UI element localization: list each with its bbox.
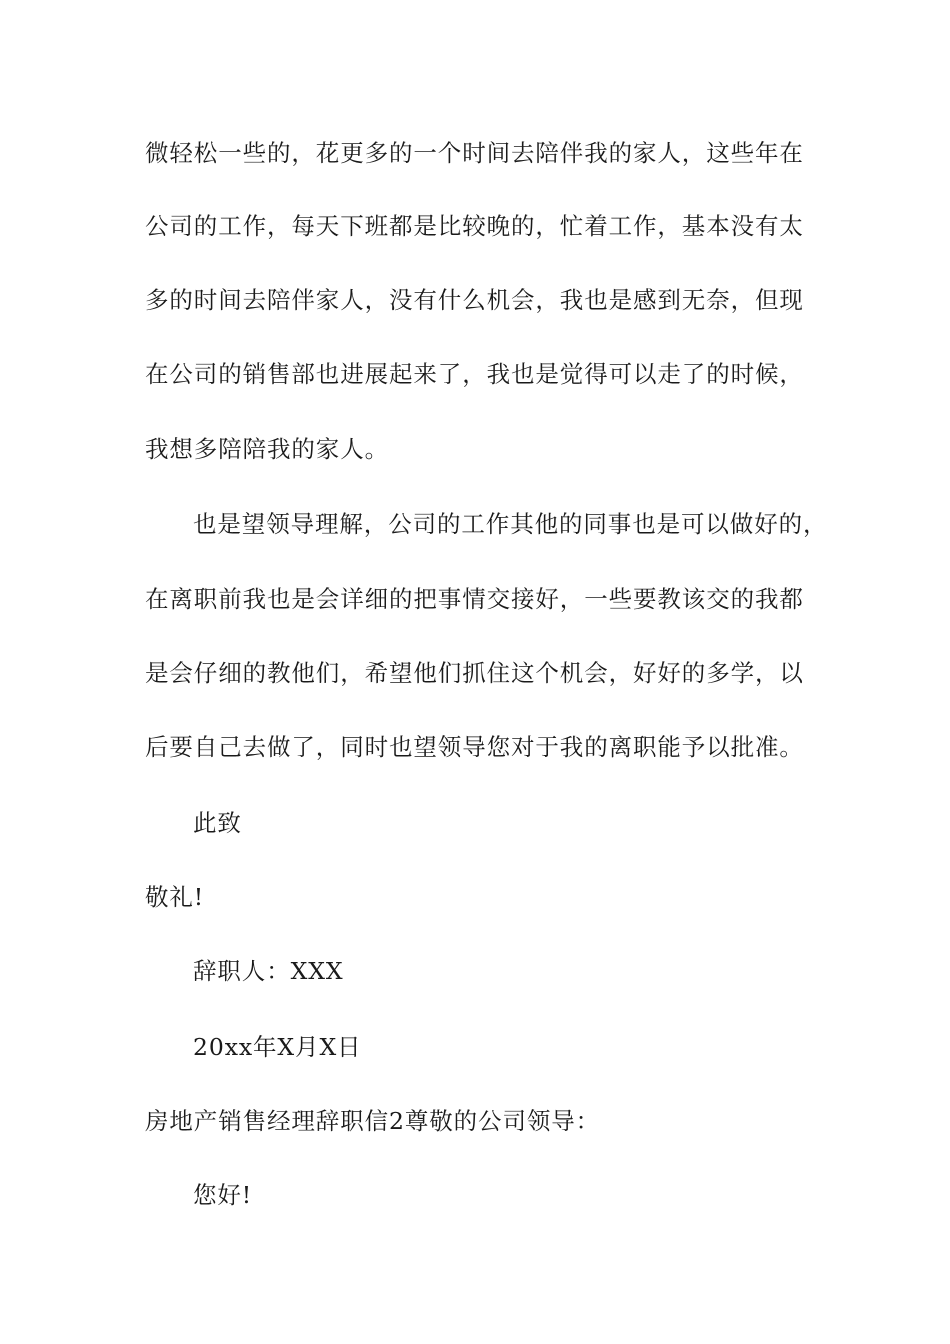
paragraph-line-5: 我想多陪陪我的家人。 <box>145 435 389 463</box>
date-line: 20xx年X月X日 <box>193 1033 362 1061</box>
paragraph-line-2: 公司的工作，每天下班都是比较晚的，忙着工作，基本没有太 <box>145 212 804 240</box>
closing-phrase: 此致 <box>193 809 242 837</box>
paragraph-line-8: 是会仔细的教他们，希望他们抓住这个机会，好好的多学，以 <box>145 659 804 687</box>
paragraph-line-4: 在公司的销售部也进展起来了，我也是觉得可以走了的时候， <box>145 360 804 388</box>
paragraph-line-9: 后要自己去做了，同时也望领导您对于我的离职能予以批准。 <box>145 733 804 761</box>
signature-line: 辞职人：XXX <box>193 957 344 985</box>
paragraph-line-3: 多的时间去陪伴家人，没有什么机会，我也是感到无奈，但现 <box>145 286 804 314</box>
paragraph-line-1: 微轻松一些的，花更多的一个时间去陪伴我的家人，这些年在 <box>145 139 804 167</box>
salutation: 敬礼! <box>145 883 205 911</box>
paragraph-line-7: 在离职前我也是会详细的把事情交接好，一些要教该交的我都 <box>145 585 804 613</box>
paragraph-line-6: 也是望领导理解，公司的工作其他的同事也是可以做好的， <box>193 510 828 538</box>
letter-2-heading: 房地产销售经理辞职信2尊敬的公司领导： <box>145 1107 601 1135</box>
greeting-line: 您好! <box>193 1181 253 1209</box>
